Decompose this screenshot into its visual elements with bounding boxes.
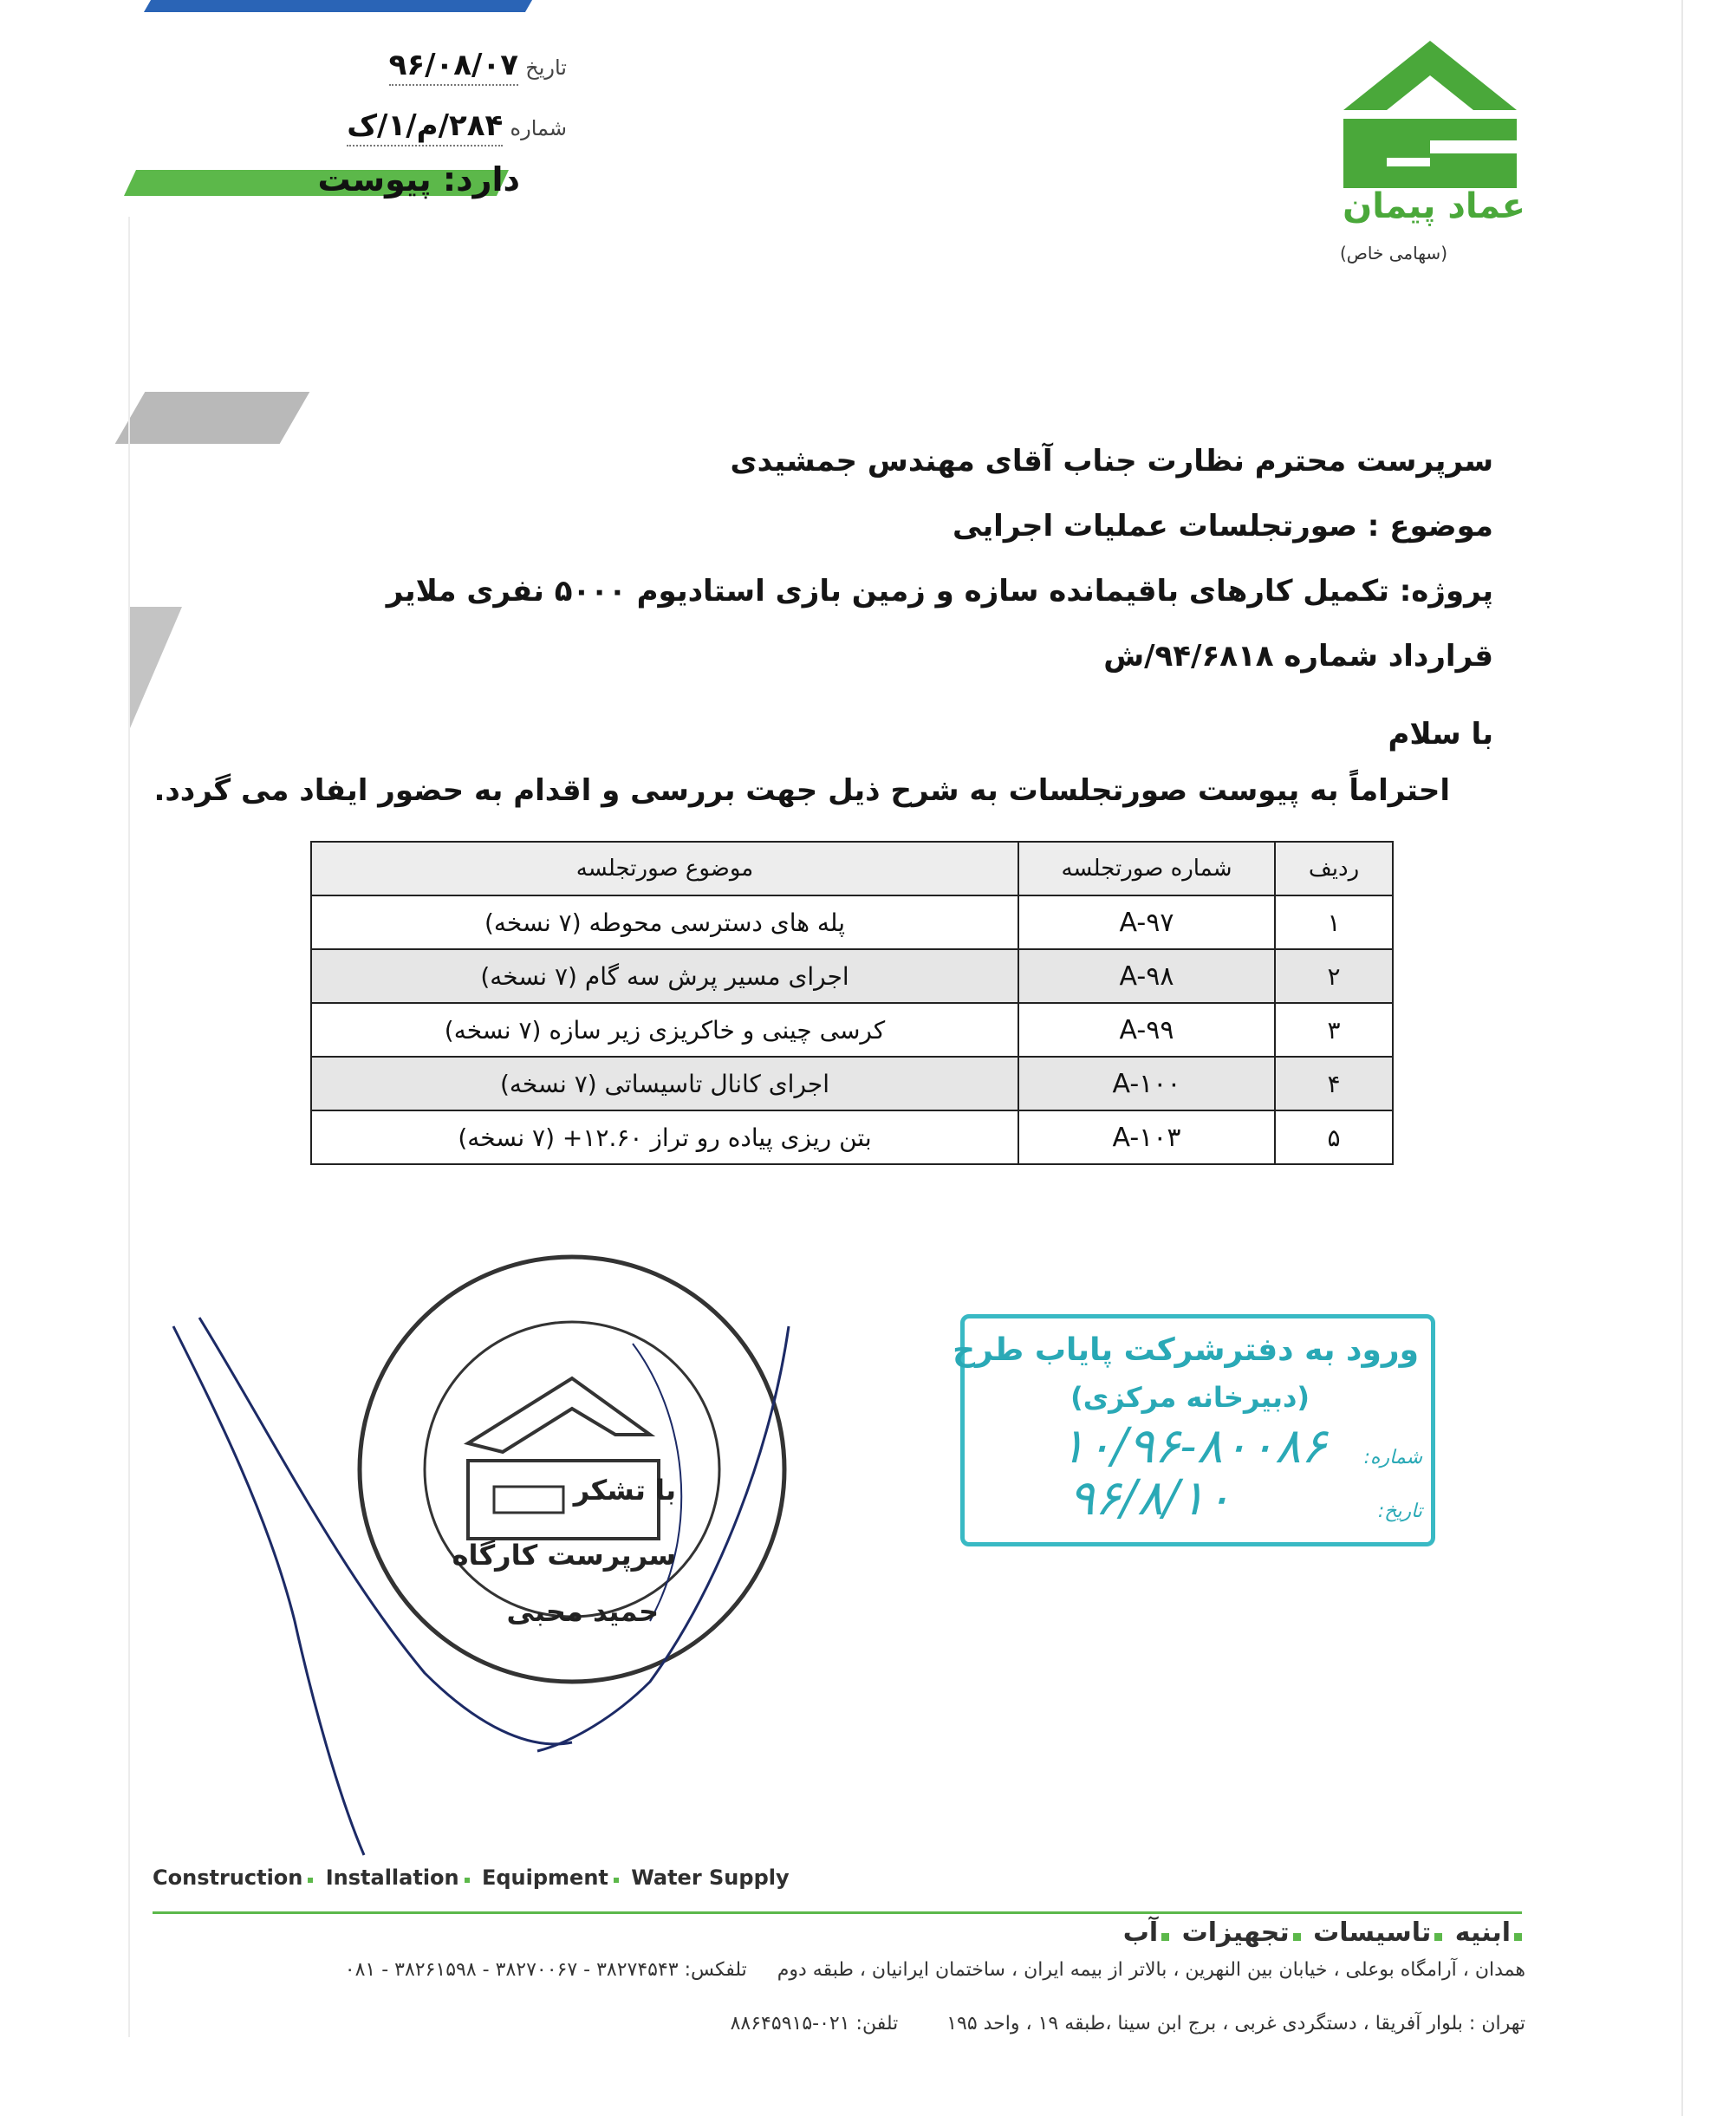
letter-greeting: با سلام (1388, 717, 1493, 752)
table-row (311, 1003, 1393, 1057)
signature-name: حمید محبی (506, 1595, 659, 1628)
table-row (311, 1057, 1393, 1110)
top-blue-bar (144, 0, 532, 12)
grey-stripe (115, 392, 310, 444)
separator-dot (308, 1878, 313, 1883)
row-radif: ۱ (1275, 895, 1393, 949)
separator-square (1514, 1933, 1522, 1941)
number-row (251, 108, 572, 143)
letter-project: پروژه: تکمیل کارهای باقیمانده سازه و زمین بازی استادیوم ۵۰۰۰ نفری ملایر (386, 574, 1493, 609)
row-number: A-۱۰۳ (1018, 1110, 1275, 1164)
row-radif: ۲ (1275, 949, 1393, 1003)
company-logo (1335, 36, 1525, 188)
separator-square (1161, 1933, 1169, 1941)
row-subject: اجرای مسیر پرش سه گام (۷ نسخه) (311, 949, 1018, 1003)
service-construction: Construction (153, 1865, 303, 1890)
row-radif: ۵ (1275, 1110, 1393, 1164)
table-row (311, 949, 1393, 1003)
handwritten-signature (165, 1309, 815, 1864)
separator-square (1434, 1933, 1442, 1941)
separator-dot (465, 1878, 470, 1883)
logo-subtitle: (سهامی خاص) (1339, 243, 1447, 264)
stamp-subtitle: (دبیرخانه مرکزی) (1070, 1381, 1310, 1414)
header-radif: ردیف (1275, 842, 1393, 895)
number-value: ۲۸۴/م/۱/ک (347, 108, 503, 146)
page-edge-left (128, 217, 130, 2037)
fax-numbers: تلفکس: ۳۸۲۷۴۵۴۳ - ۳۸۲۷۰۰۶۷ - ۳۸۲۶۱۵۹۸ - ۰۸۱ (344, 1959, 747, 1981)
footer-services-en (153, 1865, 790, 1890)
stamp-number-value: ۱۰/۹۶-۸۰۰۸۶ (1059, 1418, 1327, 1475)
page-edge (1681, 0, 1683, 2116)
header-number: شماره صورتجلسه (1018, 842, 1275, 895)
separator-square (1293, 1933, 1301, 1941)
address-hamedan: همدان ، آرامگاه بوعلی ، خیابان بین النهرین ، بالاتر از بیمه ایران ، ساختمان ایرانیان ، طبقه دوم (777, 1959, 1525, 1981)
footer-address-hamedan (147, 1959, 1525, 1981)
row-number: A-۹۷ (1018, 895, 1275, 949)
letter-recipient: سرپرست محترم نظارت جناب آقای مهندس جمشیدی (730, 444, 1493, 479)
attachment-note: دارد: پیوست (317, 160, 520, 199)
row-subject: اجرای کانال تاسیساتی (۷ نسخه) (311, 1057, 1018, 1110)
service-fa-2: تاسیسات (1313, 1917, 1432, 1948)
stamp-date-value: ۹۶/۸/۱۰ (1068, 1470, 1232, 1527)
stamp-date-label: تاریخ: (1377, 1501, 1422, 1522)
service-fa-1: ابنیه (1454, 1917, 1511, 1948)
table-row (311, 1110, 1393, 1164)
row-number: A-۱۰۰ (1018, 1057, 1275, 1110)
date-row (277, 48, 572, 82)
row-number: A-۹۸ (1018, 949, 1275, 1003)
letter-subject: موضوع : صورتجلسات عملیات اجرایی (953, 509, 1493, 544)
row-subject: پله های دسترسی محوطه (۷ نسخه) (311, 895, 1018, 949)
signature-title: سرپرست کارگاه (452, 1539, 676, 1572)
minutes-table (310, 841, 1394, 1165)
stamp-number-label: شماره: (1363, 1447, 1422, 1468)
footer-divider (153, 1911, 1522, 1914)
service-water-supply: Water Supply (631, 1865, 790, 1890)
row-subject: کرسی چینی و خاکریزی زیر سازه (۷ نسخه) (311, 1003, 1018, 1057)
row-subject: بتن ریزی پیاده رو تراز ۱۲.۶۰+ (۷ نسخه) (311, 1110, 1018, 1164)
logo-company-name: عماد پیمان (1343, 186, 1525, 226)
date-label: تاریخ (525, 55, 567, 80)
service-fa-3: تجهیزات (1181, 1917, 1290, 1948)
row-number: A-۹۹ (1018, 1003, 1275, 1057)
footer-address-tehran (147, 2013, 1525, 2035)
incoming-stamp (953, 1314, 1435, 1546)
separator-dot (614, 1878, 619, 1883)
service-installation: Installation (325, 1865, 459, 1890)
service-fa-4: آب (1122, 1917, 1159, 1948)
table-row (311, 895, 1393, 949)
row-radif: ۴ (1275, 1057, 1393, 1110)
letter-contract: قرارداد شماره ۹۴/۶۸۱۸/ش (1103, 639, 1493, 674)
service-equipment: Equipment (481, 1865, 608, 1890)
signature-thanks: با تشکر (573, 1474, 676, 1507)
stamp-title: ورود به دفترشرکت پایاب طرح (953, 1332, 1419, 1368)
phone-number: تلفن: ۰۲۱-۸۸۶۴۵۹۱۵ (730, 2013, 899, 2035)
row-radif: ۳ (1275, 1003, 1393, 1057)
letter-body: احتراماً به پیوست صورتجلسات به شرح ذیل جهت بررسی و اقدام به حضور ایفاد می گردد. (153, 773, 1450, 808)
address-tehran: تهران : بلوار آفریقا ، دستگردی غربی ، برج ابن سینا ،طبقه ۱۹ ، واحد ۱۹۵ (946, 2013, 1525, 2035)
date-value: ۹۶/۰۸/۰۷ (389, 48, 518, 86)
header-subject: موضوع صورتجلسه (311, 842, 1018, 895)
table-header-row (311, 842, 1393, 895)
footer-services-fa (1023, 1917, 1525, 1948)
number-label: شماره (510, 116, 567, 140)
grey-triangle (130, 607, 182, 728)
